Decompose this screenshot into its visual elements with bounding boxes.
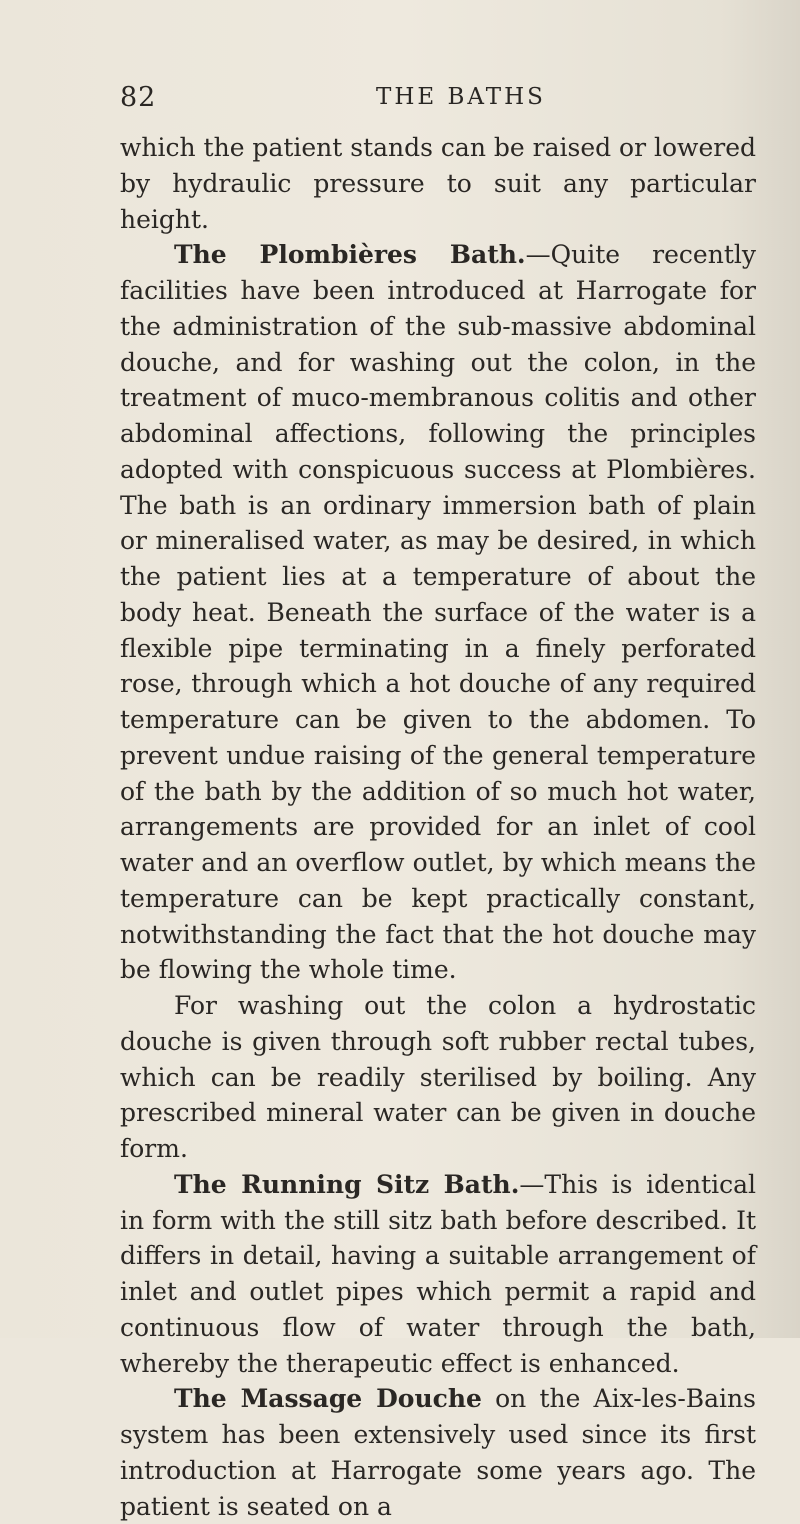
paragraph-4 [120, 1167, 756, 1382]
running-head: THE BATHS [376, 84, 546, 110]
paragraph-4-heading: The Running Sitz Bath. [174, 1169, 520, 1199]
paragraph-2-text: —Quite recently facilities have been introduced at Harrogate for the administration of the sub-massive abdominal douche, and for washing out the colon, in the treatment of muco-membranous colitis and other abdominal affections, following the principles adopted with conspicuous success at Plombières. The bath is an ordinary immersion bath of plain or mineralised water, as may be desired, in which the patient lies at a temperature of about the body heat. Beneath the surface of the water is a flexible pipe terminating in a finely perforated rose, through which a hot douche of any required temperature can be given to the abdomen. To prevent undue raising of the general temperature of the bath by the addition of so much hot water, arrangements are provided for an inlet of cool water and an overflow outlet, by which means the temperature can be kept practically constant, notwithstanding the fact that the hot douche may be flowing the whole time. [120, 240, 756, 985]
paragraph-5-heading: The Massage Douche [174, 1384, 482, 1414]
paragraph-3 [120, 988, 756, 1167]
paragraph-2 [120, 237, 756, 988]
page-number: 82 [120, 82, 157, 113]
body-text [120, 130, 756, 1524]
page-header [120, 82, 740, 116]
paragraph-4-text: —This is identical in form with the still sitz bath before described. It differs in detail, having a suitable arrangement of inlet and outlet pipes which permit a rapid and continuous flow of water through the bath, whereby the therapeutic effect is enhanced. [120, 1169, 756, 1378]
paragraph-1 [120, 130, 756, 237]
paragraph-5 [120, 1381, 756, 1524]
paragraph-3-text: For washing out the colon a hydrostatic douche is given through soft rubber rectal tubes, which can be readily sterilised by boiling. Any prescribed mineral water can be given in douche form. [120, 991, 756, 1163]
paragraph-1-text: which the patient stands can be raised or lowered by hydraulic pressure to suit any particular height. [120, 133, 756, 234]
paragraph-2-heading: The Plombières Bath. [174, 240, 526, 270]
paragraph-5-text: on the Aix-les-Bains system has been extensively used since its first introduction at Harrogate some years ago. The patient is seated on a [120, 1384, 756, 1521]
